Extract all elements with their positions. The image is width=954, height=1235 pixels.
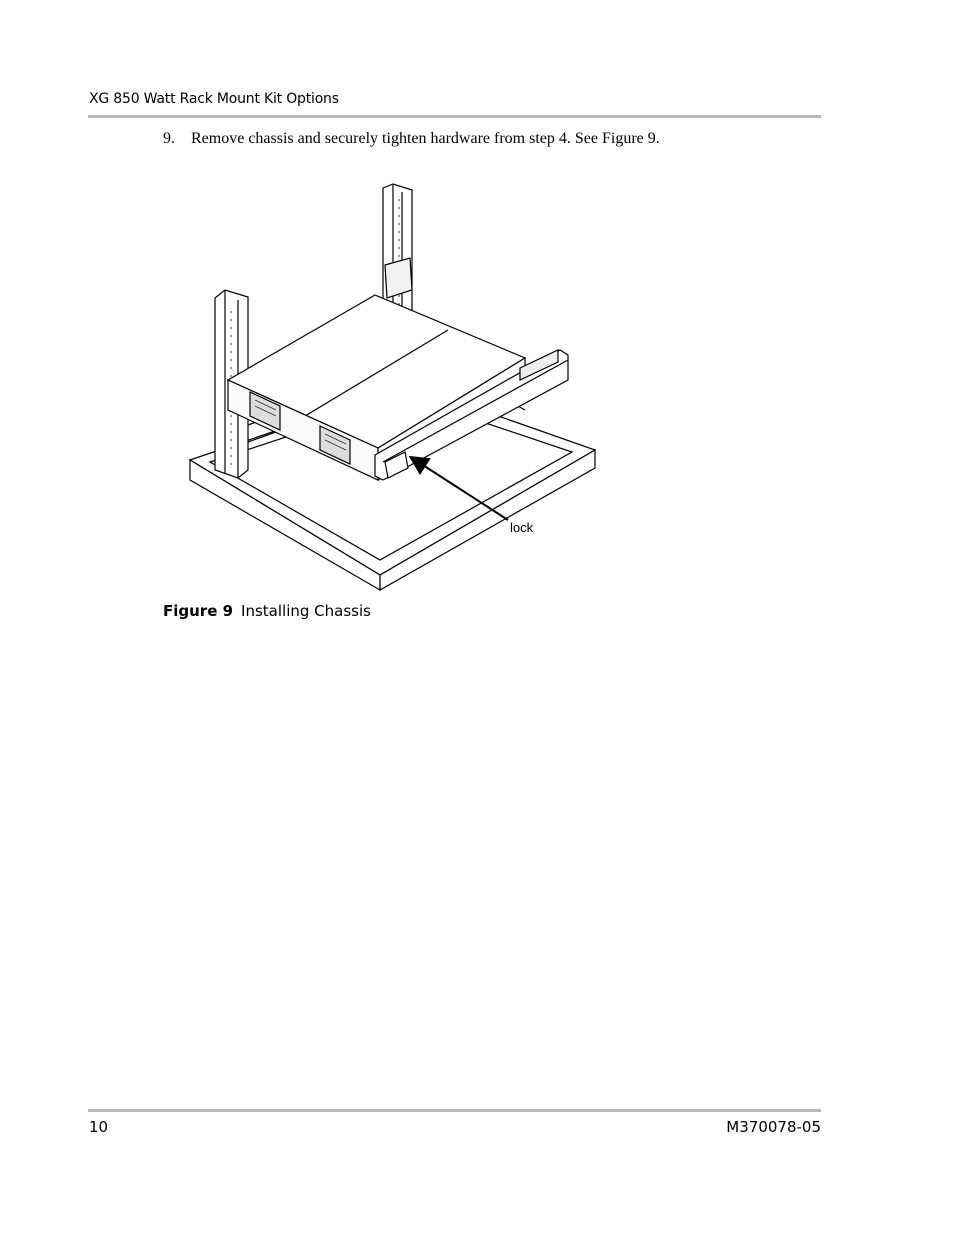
figure-caption: [163, 602, 371, 620]
page-number: 10: [89, 1118, 109, 1136]
figure-title: Installing Chassis: [241, 602, 371, 620]
figure-number: Figure 9: [163, 602, 234, 620]
step-number: 9.: [163, 130, 175, 147]
lock-callout-label: lock: [510, 520, 534, 535]
header-rule: [88, 115, 821, 118]
running-header: XG 850 Watt Rack Mount Kit Options: [89, 91, 339, 107]
step-text: Remove chassis and securely tighten hardware from step 4. See Figure 9.: [191, 130, 660, 147]
document-number: M370078-05: [726, 1118, 821, 1136]
footer-rule: [88, 1109, 821, 1112]
rack-chassis-illustration: [180, 180, 610, 595]
step-9: [163, 130, 660, 148]
